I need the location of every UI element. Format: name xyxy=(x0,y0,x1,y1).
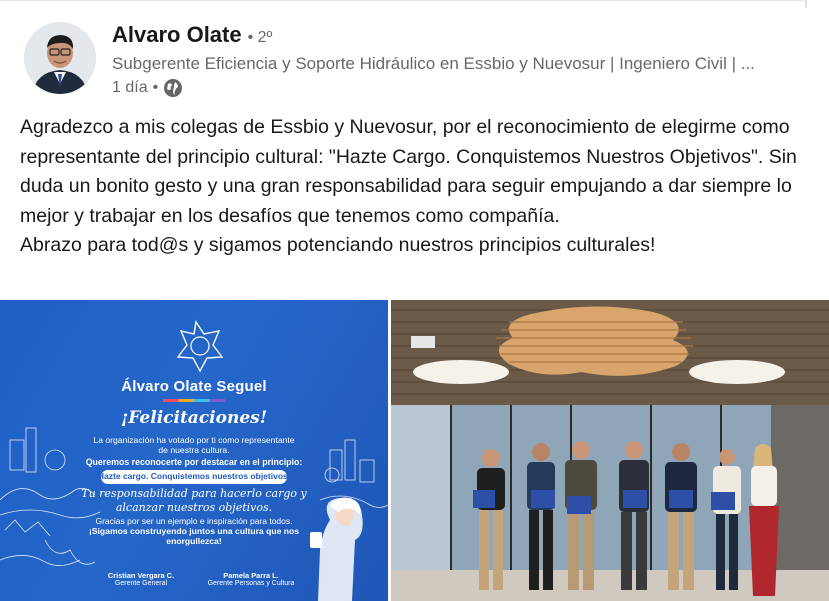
signature-1-name: Cristian Vergara C. xyxy=(107,571,175,580)
signature-2-role: Gerente Personas y Cultura xyxy=(207,580,295,587)
certificate-script-2: alcanzar nuestros objetivos. xyxy=(115,501,273,514)
signature-1-role: Gerente General xyxy=(114,580,168,587)
post-body xyxy=(20,113,810,261)
color-bar xyxy=(163,399,225,402)
certificate-closing-2: enorgullezca! xyxy=(166,536,222,546)
certificate-line-2: de nuestra cultura. xyxy=(158,445,230,455)
author-meta xyxy=(112,22,802,100)
certificate-script-1: Tu responsabilidad para hacerlo cargo y xyxy=(81,487,307,500)
card-top-border xyxy=(0,0,806,1)
post-images xyxy=(0,300,829,601)
group-photo-scene xyxy=(391,300,829,601)
signature-2-name: Pamela Parra L. xyxy=(223,571,279,580)
globe-icon xyxy=(163,78,183,98)
certificate-recipient-name: Álvaro Olate Seguel xyxy=(121,378,267,395)
post-paragraph-2: Abrazo para tod@s y sigamos potenciando nuestros principios culturales! xyxy=(20,234,656,257)
post-time-line xyxy=(112,76,802,100)
separator-dot: • xyxy=(152,79,159,96)
group-photo[interactable] xyxy=(391,300,829,601)
post-time: 1 día xyxy=(112,79,148,96)
certificate-line-3: Queremos reconocerte por destacar en el principio: xyxy=(85,457,303,467)
certificate-principle: Hazte cargo. Conquistemos nuestros objetivos. xyxy=(97,471,291,481)
signature-1 xyxy=(96,571,186,587)
certificate-image[interactable] xyxy=(0,300,388,601)
card-edge xyxy=(805,0,807,8)
certificate-congrats: ¡Felicitaciones! xyxy=(120,408,268,428)
connection-degree: • 2º xyxy=(247,29,273,46)
post-paragraph-1: Agradezco a mis colegas de Essbio y Nuevosur, por el reconocimiento de elegirme como representante del principio cultural: "Hazte Cargo. Conquistemos Nuestros Objetivos". Sin duda un bonito gesto y una gran responsabilidad para seguir empujando a dar siempre lo mejor y trabajar en los desafíos que tenemos como compañía. xyxy=(20,116,797,227)
author-headline: Subgerente Eficiencia y Soporte Hidráulico en Essbio y Nuevosur | Ingeniero Civil | ... xyxy=(112,54,755,73)
certificate-line-1: La organización ha votado por ti como representante xyxy=(93,435,295,445)
signature-2 xyxy=(196,571,306,587)
avatar[interactable] xyxy=(24,22,96,94)
author-name[interactable]: Alvaro Olate xyxy=(112,22,242,47)
certificate-closing-1: ¡Sigamos construyendo juntos una cultura que nos xyxy=(88,526,300,536)
certificate-thanks: Gracias por ser un ejemplo e inspiración para todos. xyxy=(95,516,293,526)
post-header xyxy=(24,22,804,100)
